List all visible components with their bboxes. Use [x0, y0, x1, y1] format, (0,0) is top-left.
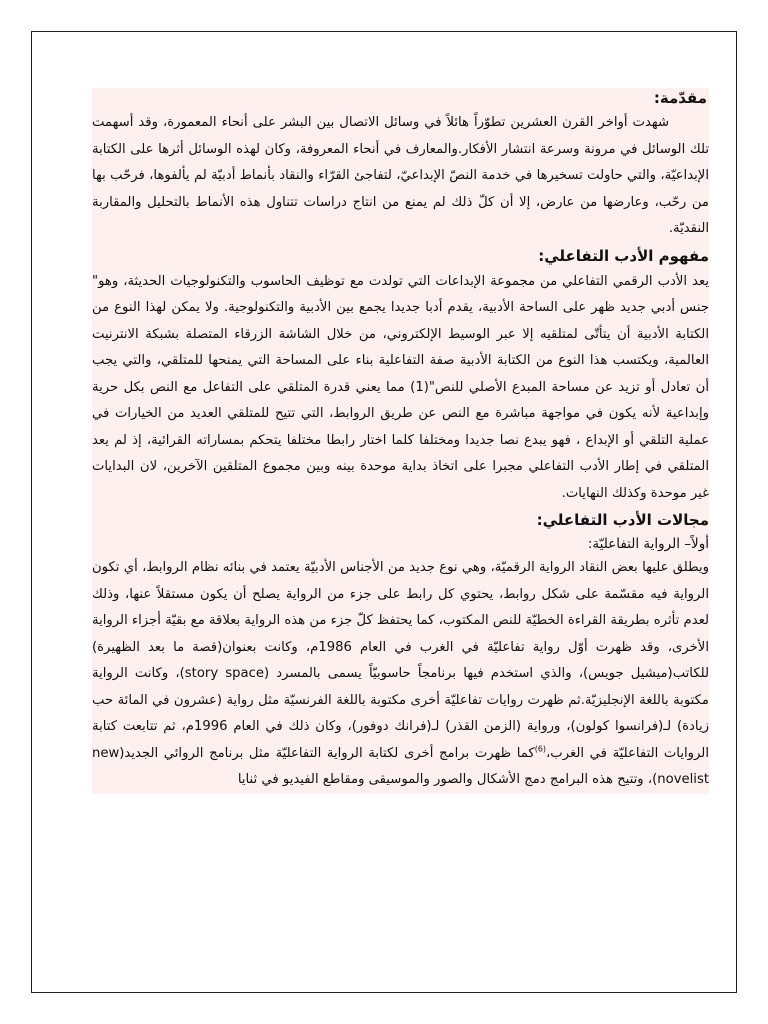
concept-paragraph: يعد الأدب الرقمي التفاعلي من مجموعة الإبداعات التي تولدت مع توظيف الحاسوب والتكنولوجيات الحديثة، وهو" جنس أدبي جديد ظهر على الساحة الأدبية، يقدم أدبا جديدا يجمع بين الأدبية والتكنولوجية. ولا يمكن لهذا النوع من الكتابة الأدبية أن يتأتّى لمتلقيه إلا عبر الوسيط الإلكتروني، من خلال الشاشة الزرقاء المتصلة بشبكة الانترنيت العالمية، ويكتسب هذا النوع من الكتابة الأدبية صفة التفاعلية بناء على المساحة التي يمنحها للمتلقي، والتي يجب أن تعادل أو تزيد عن مساحة المبدع الأصلي للنص"(1) مما يعني قدرة المتلقي على التفاعل مع النص بكل حرية وإبداعية لأنه يكون في مواجهة مباشرة مع النص عن طريق الروابط، التي تتيح للمتلقي العديد من الخيارات في عملية التلقي أو الإبداع ، فهو يبدع نصا جديدا ومختلفا كلما اختار رابطا مختلفا يتحكم بمساراته القرائية، إذ لم يعد المتلقي في إطار الأدب التفاعلي مجبرا على اتخاذ بداية موحدة بينه وبين مجموع المتلقين الآخرين، لان البدايات غير موحدة وكذلك النهايات. — [92, 273, 709, 501]
fields-paragraph-part-1: ويطلق عليها بعض النقاد الرواية الرقميّة، وهي نوع جديد من الأجناس الأدبيّة يعتمد في بنائه نظام الروابط، أي تكون الرواية فيه مقسّمة على شكل روابط، يحتوي كل رابط على جزء من الرواية يصلح أن يكون مستقلاً عنها، وذلك لعدم تأثره بطريقة القراءة الخطيّة للنص المكتوب، كما يحتفظ كلّ جزء من هذه الرواية بعلاقة مع بقيّة أجزاء الرواية الأخرى، وقد ظهرت أوّل رواية تفاعليّة في الغرب في العام 1986م، وكانت بعنوان(قصة ما بعد الظهيرة) للكاتب(ميشيل جويس)، والذي استخدم فيها برنامجاً حاسوبيّاً يسمى بالمسرد (story space)، وكانت الرواية مكتوبة باللغة الإنجليزيّة.ثم ظهرت روايات تفاعليّة أخرى مكتوبة باللغة الفرنسيّة مثل رواية (عشرون في المائة حب زيادة) لـ(فرانسوا كولون)، ورواية (الزمن القذر) لـ(فرانك دوفور)، وكان ذلك في العام 1996م، ثم تتابعت كتابة الروايات التفاعليّة في الغرب، — [92, 560, 709, 761]
concept-heading: مفهوم الأدب التفاعلي: — [538, 246, 709, 265]
fields-subheading: أولاً– الرواية التفاعليّة: — [587, 536, 709, 552]
intro-heading: مقدّمة: — [653, 89, 707, 107]
footnote-reference: (6) — [534, 744, 547, 754]
fields-paragraph-part-2: كما ظهرت برامج أخرى لكتابة الرواية التفاعليّة مثل برنامج الروائي الجديد(new novelist)، وتتيح هذه البرامج دمج الأشكال والصور والموسيقى ومقاطع الفيديو في ثنايا — [92, 745, 709, 787]
document-body — [92, 88, 709, 794]
fields-paragraph — [92, 555, 709, 794]
intro-paragraph: شهدت أواخر القرن العشرين تطوّراً هائلاً في وسائل الاتصال بين البشر على أنحاء المعمورة، وقد أسهمت تلك الوسائل في مرونة وسرعة انتشار الأفكار.والمعارف في أنحاء المعروفة، وكان لهذه الوسائل أثرها على الكتابة الإبداعيّة، والتي حاولت تسخيرها في خدمة النصّ الإبداعيّ، لتفاجئ القرّاء والنقاد بأنماط أدبيّة لم يألفوها، فرحّب بها من رحّب، وعارضها من عارض، إلا أن كلّ ذلك لم يمنع من انتاج دراسات تتناول هذه الأنماط بالتحليل والمقاربة النقديّة. — [92, 115, 709, 236]
fields-heading: مجالات الأدب التفاعلي: — [536, 511, 709, 529]
